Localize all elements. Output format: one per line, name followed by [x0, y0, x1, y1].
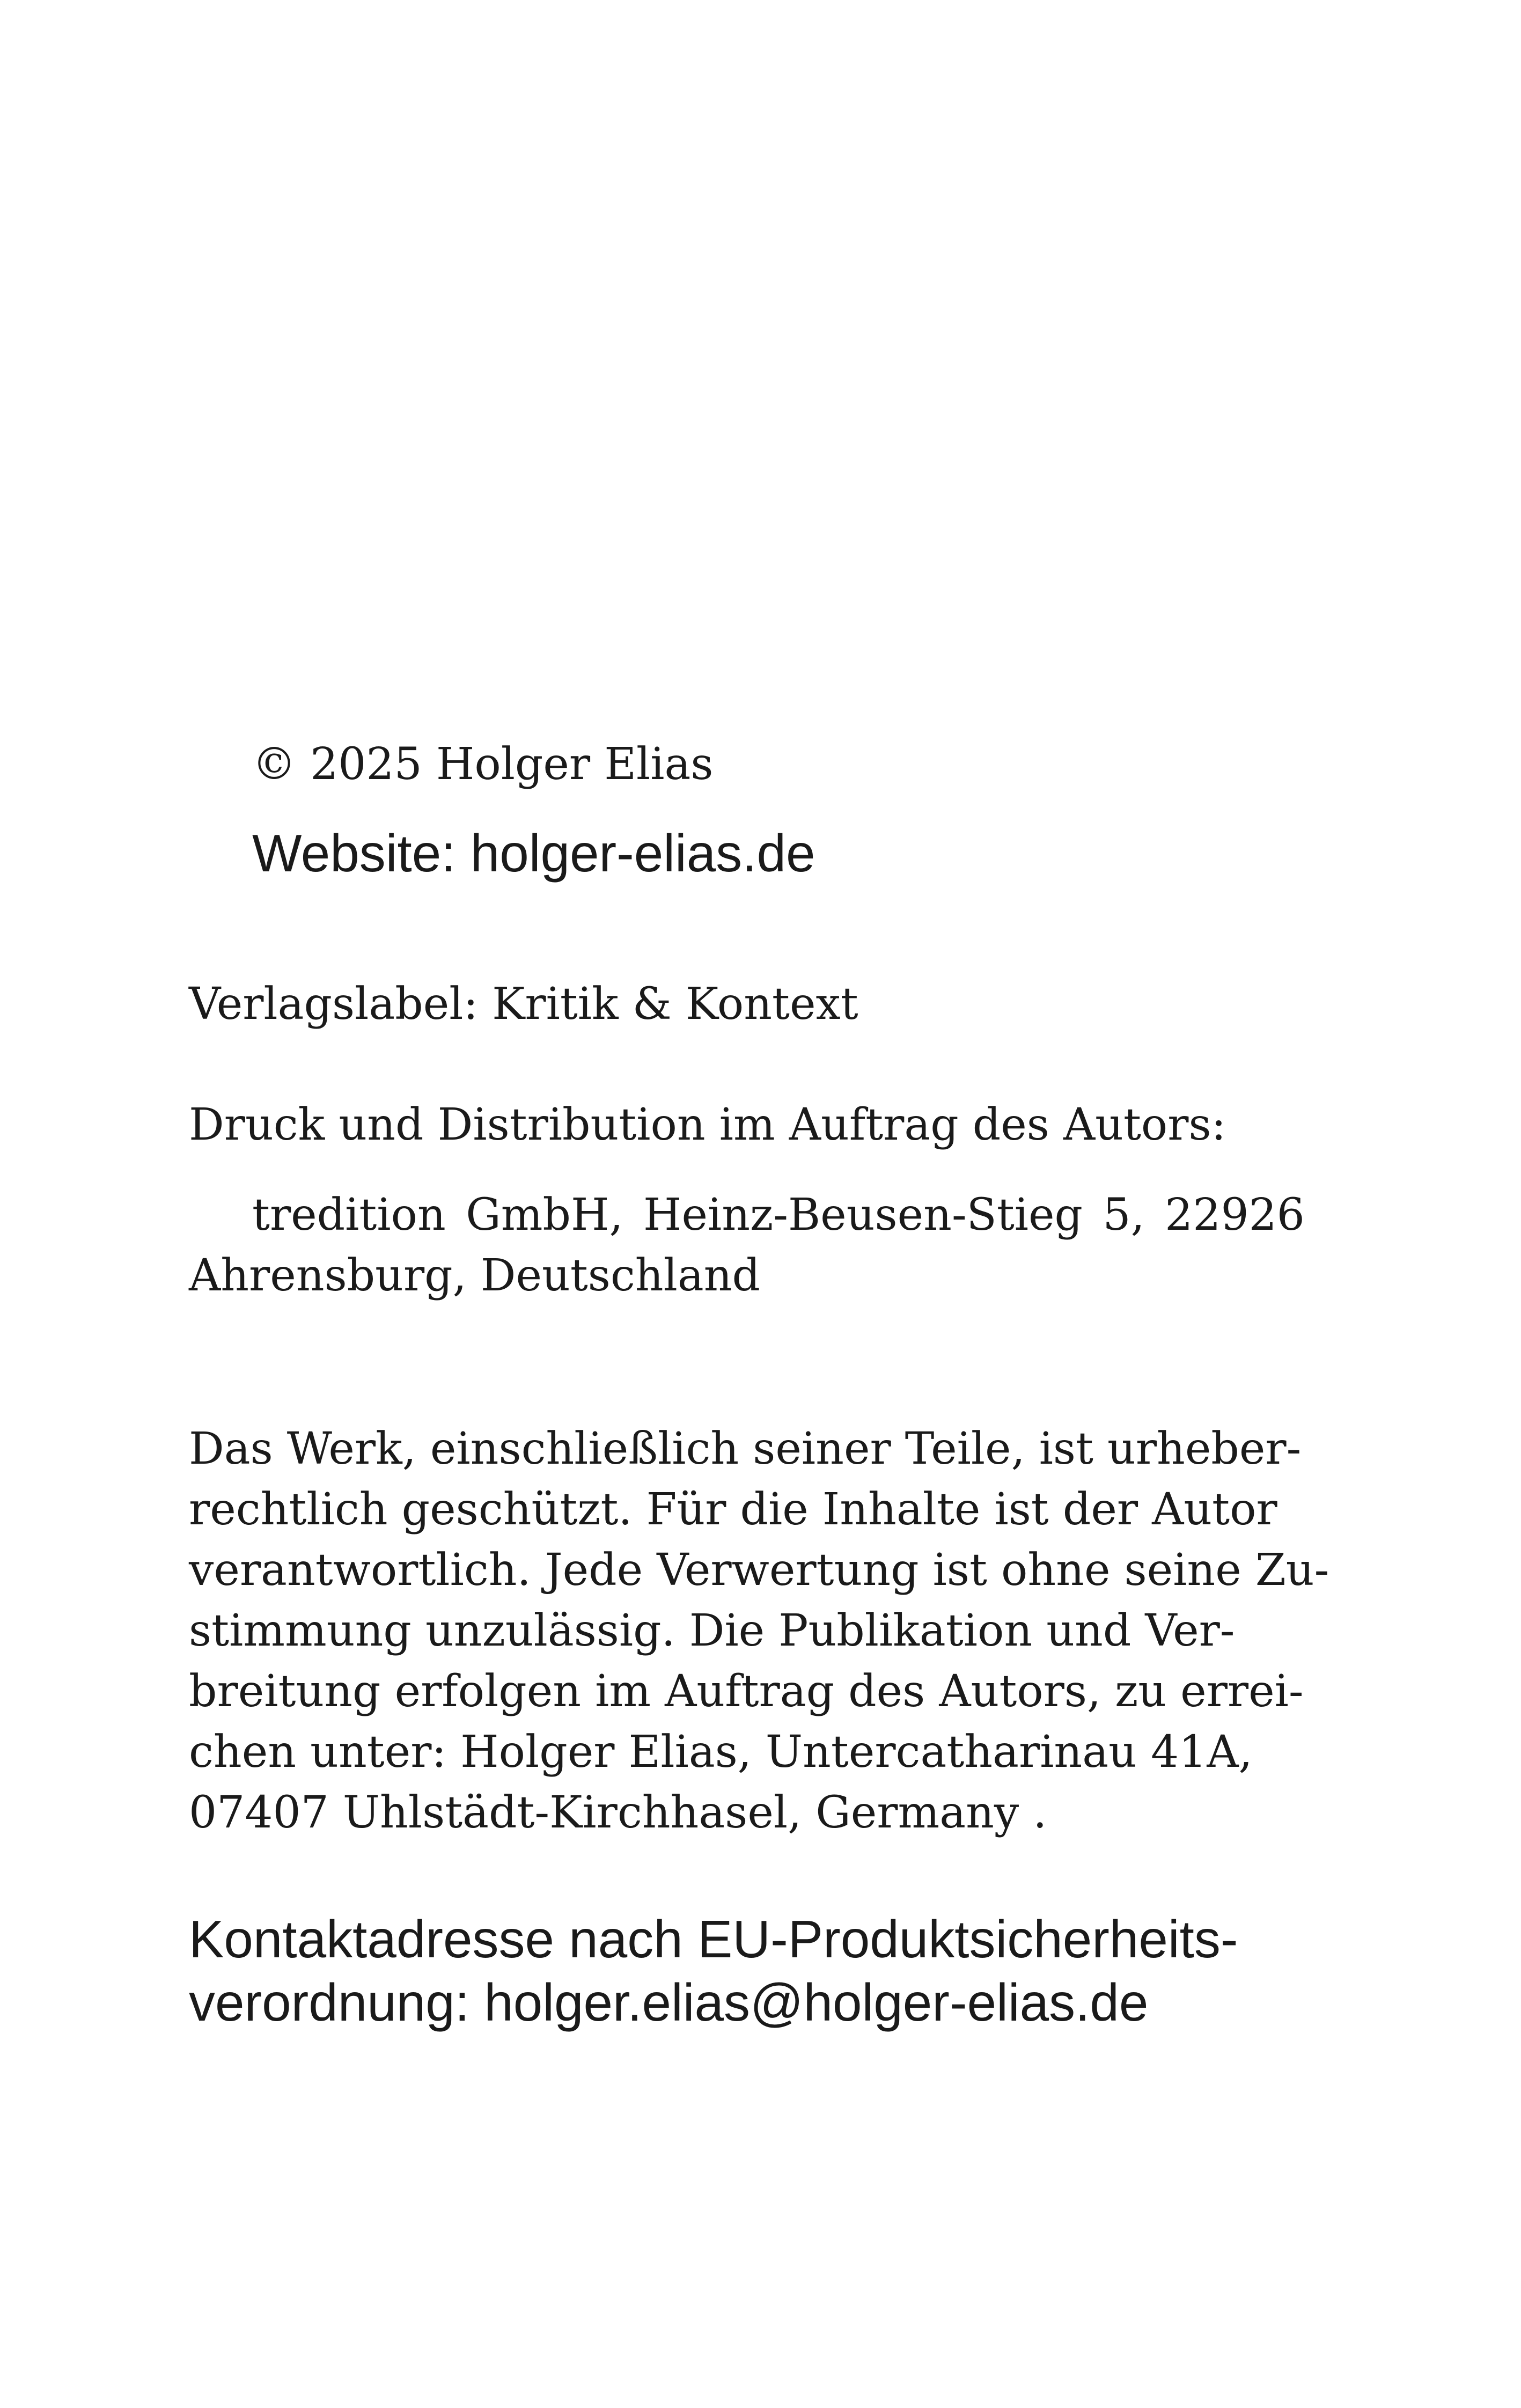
distribution-address — [189, 1185, 1305, 1306]
distribution-address-line-1 — [189, 1185, 1305, 1245]
legal-notice-line: stimmung unzulässig. Die Publikation und Ver- — [189, 1605, 1235, 1656]
address-word: GmbH, — [466, 1190, 623, 1240]
legal-notice-line: verantwortlich. Jede Verwertung ist ohne seine Zu- — [189, 1545, 1329, 1596]
address-word: 22926 — [1165, 1190, 1305, 1240]
legal-notice-line: chen unter: Holger Elias, Untercatharinau 41A, — [189, 1727, 1253, 1778]
eu-contact-line: Kontaktadresse nach EU-Produktsicherheits- — [189, 1910, 1238, 1969]
address-word: 5, — [1103, 1190, 1145, 1240]
legal-notice — [189, 1419, 1329, 1843]
legal-notice-line: 07407 Uhlstädt-Kirchhasel, Germany . — [189, 1787, 1047, 1838]
copyright-notice: © 2025 Holger Elias — [252, 739, 714, 790]
distribution-heading: Druck und Distribution im Auftrag des Autors: — [189, 1099, 1226, 1150]
legal-notice-line: breitung erfolgen im Auftrag des Autors, zu errei- — [189, 1666, 1304, 1717]
eu-contact-email-line[interactable]: verordnung: holger.elias@holger-elias.de — [189, 1973, 1149, 2032]
distribution-address-line-2: Ahrensburg, Deutschland — [189, 1250, 761, 1301]
website-link[interactable]: Website: holger-elias.de — [252, 824, 815, 883]
address-word: tredition — [252, 1190, 446, 1240]
address-word: Heinz-Beusen-Stieg — [643, 1190, 1083, 1240]
publisher-label: Verlagslabel: Kritik & Kontext — [189, 979, 858, 1030]
legal-notice-line: Das Werk, einschließlich seiner Teile, ist urheber- — [189, 1423, 1302, 1474]
eu-contact-notice — [189, 1907, 1305, 2034]
legal-notice-line: rechtlich geschützt. Für die Inhalte ist der Autor — [189, 1484, 1277, 1535]
